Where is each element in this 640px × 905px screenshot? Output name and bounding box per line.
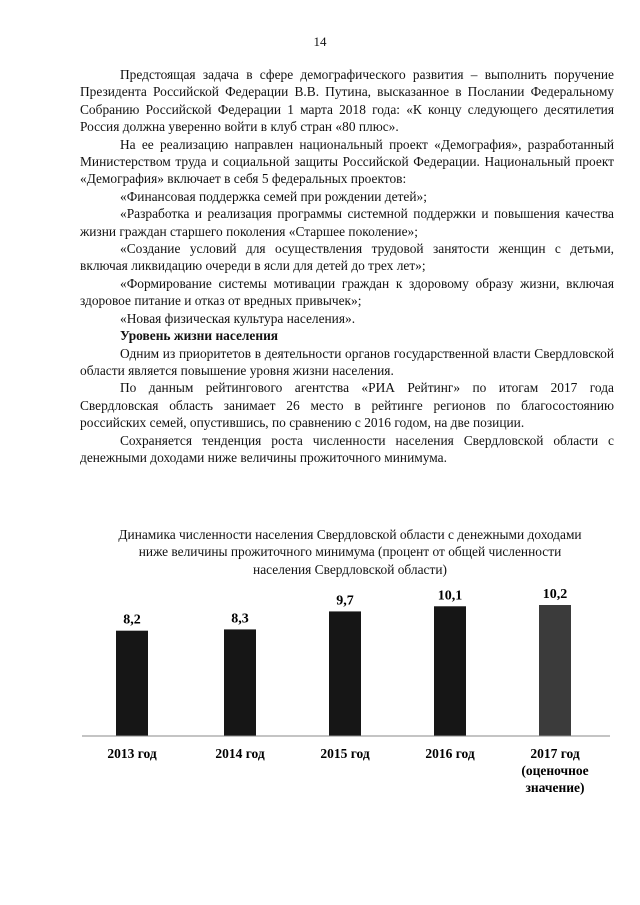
bar-1 xyxy=(116,631,148,736)
project-item-older-generation: «Разработка и реализация программы системной поддержки и повышения качества жизни граждан старшего поколения «Старшее поколение»; xyxy=(80,206,614,239)
page-number: 14 xyxy=(313,34,327,49)
bar-4 xyxy=(434,606,466,736)
x-tick-label: 2017 год xyxy=(530,746,580,761)
bar-3 xyxy=(329,611,361,736)
project-item-women-employment: «Создание условий для осуществления трудовой занятости женщин с детьми, включая ликвидацию очереди в ясли для детей до трех лет»; xyxy=(80,241,614,274)
paragraph-trend: Сохраняется тенденция роста численности населения Свердловской области с денежными доходами ниже величины прожиточного минимума. xyxy=(80,432,614,465)
bar-value-label: 10,2 xyxy=(542,587,568,602)
bar-value-label: 8,3 xyxy=(231,611,249,627)
x-tick-label: 2015 год xyxy=(320,746,370,761)
paragraph-priorities: Одним из приоритетов в деятельности органов государственной власти Свердловской области является повышение уровня жизни населения. xyxy=(80,345,614,378)
chart-title-line: населения Свердловской области) xyxy=(253,561,447,577)
x-tick-label: значение) xyxy=(525,780,585,795)
chart-title-line: ниже величины прожиточного минимума (процент от общей численности xyxy=(138,544,562,560)
bar-5 xyxy=(539,605,571,736)
project-item-family-support: «Финансовая поддержка семей при рождении детей»; xyxy=(120,188,427,204)
section-heading-living-standards: Уровень жизни населения xyxy=(120,328,279,344)
bar-value-label: 10,1 xyxy=(437,588,463,604)
project-item-physical-culture: «Новая физическая культура населения». xyxy=(120,310,356,326)
bar-value-label: 8,2 xyxy=(123,612,141,628)
x-tick-label: (оценочное xyxy=(521,763,589,778)
paragraph-task: Предстоящая задача в сфере демографического развития – выполнить поручение Президента Российской Федерации В.В. Путина, высказанное в Послании Федеральному Собранию Российской Федерации 1 марта 2018 года: «К концу следующего десятилетия Россия должна уверенно войти в клуб стран «80 плюс». xyxy=(80,67,614,135)
project-item-healthy-lifestyle: «Формирование системы мотивации граждан к здоровому образу жизни, включая здоровое питание и отказ от вредных привычек»; xyxy=(80,275,614,309)
x-tick-label: 2014 год xyxy=(215,746,265,761)
x-tick-label: 2013 год xyxy=(107,746,157,761)
chart-title-line: Динамика численности населения Свердловской области с денежными доходами xyxy=(118,527,582,542)
x-tick-label: 2016 год xyxy=(425,746,475,761)
bar-2 xyxy=(224,629,256,736)
bar-value-label: 9,7 xyxy=(336,593,354,609)
paragraph-ria-rating: По данным рейтингового агентства «РИА Рейтинг» по итогам 2017 года Свердловская область занимает 26 место в рейтинге регионов по благосостоянию российских семей, опустившись, по сравнению с 2016 годом, на две позиции. xyxy=(80,380,614,431)
paragraph-project-intro: На ее реализацию направлен национальный проект «Демография», разработанный Министерством труда и социальной защиты Российской Федерации. Национальный проект «Демография» включает в себя 5 федеральных проектов: xyxy=(80,136,614,187)
